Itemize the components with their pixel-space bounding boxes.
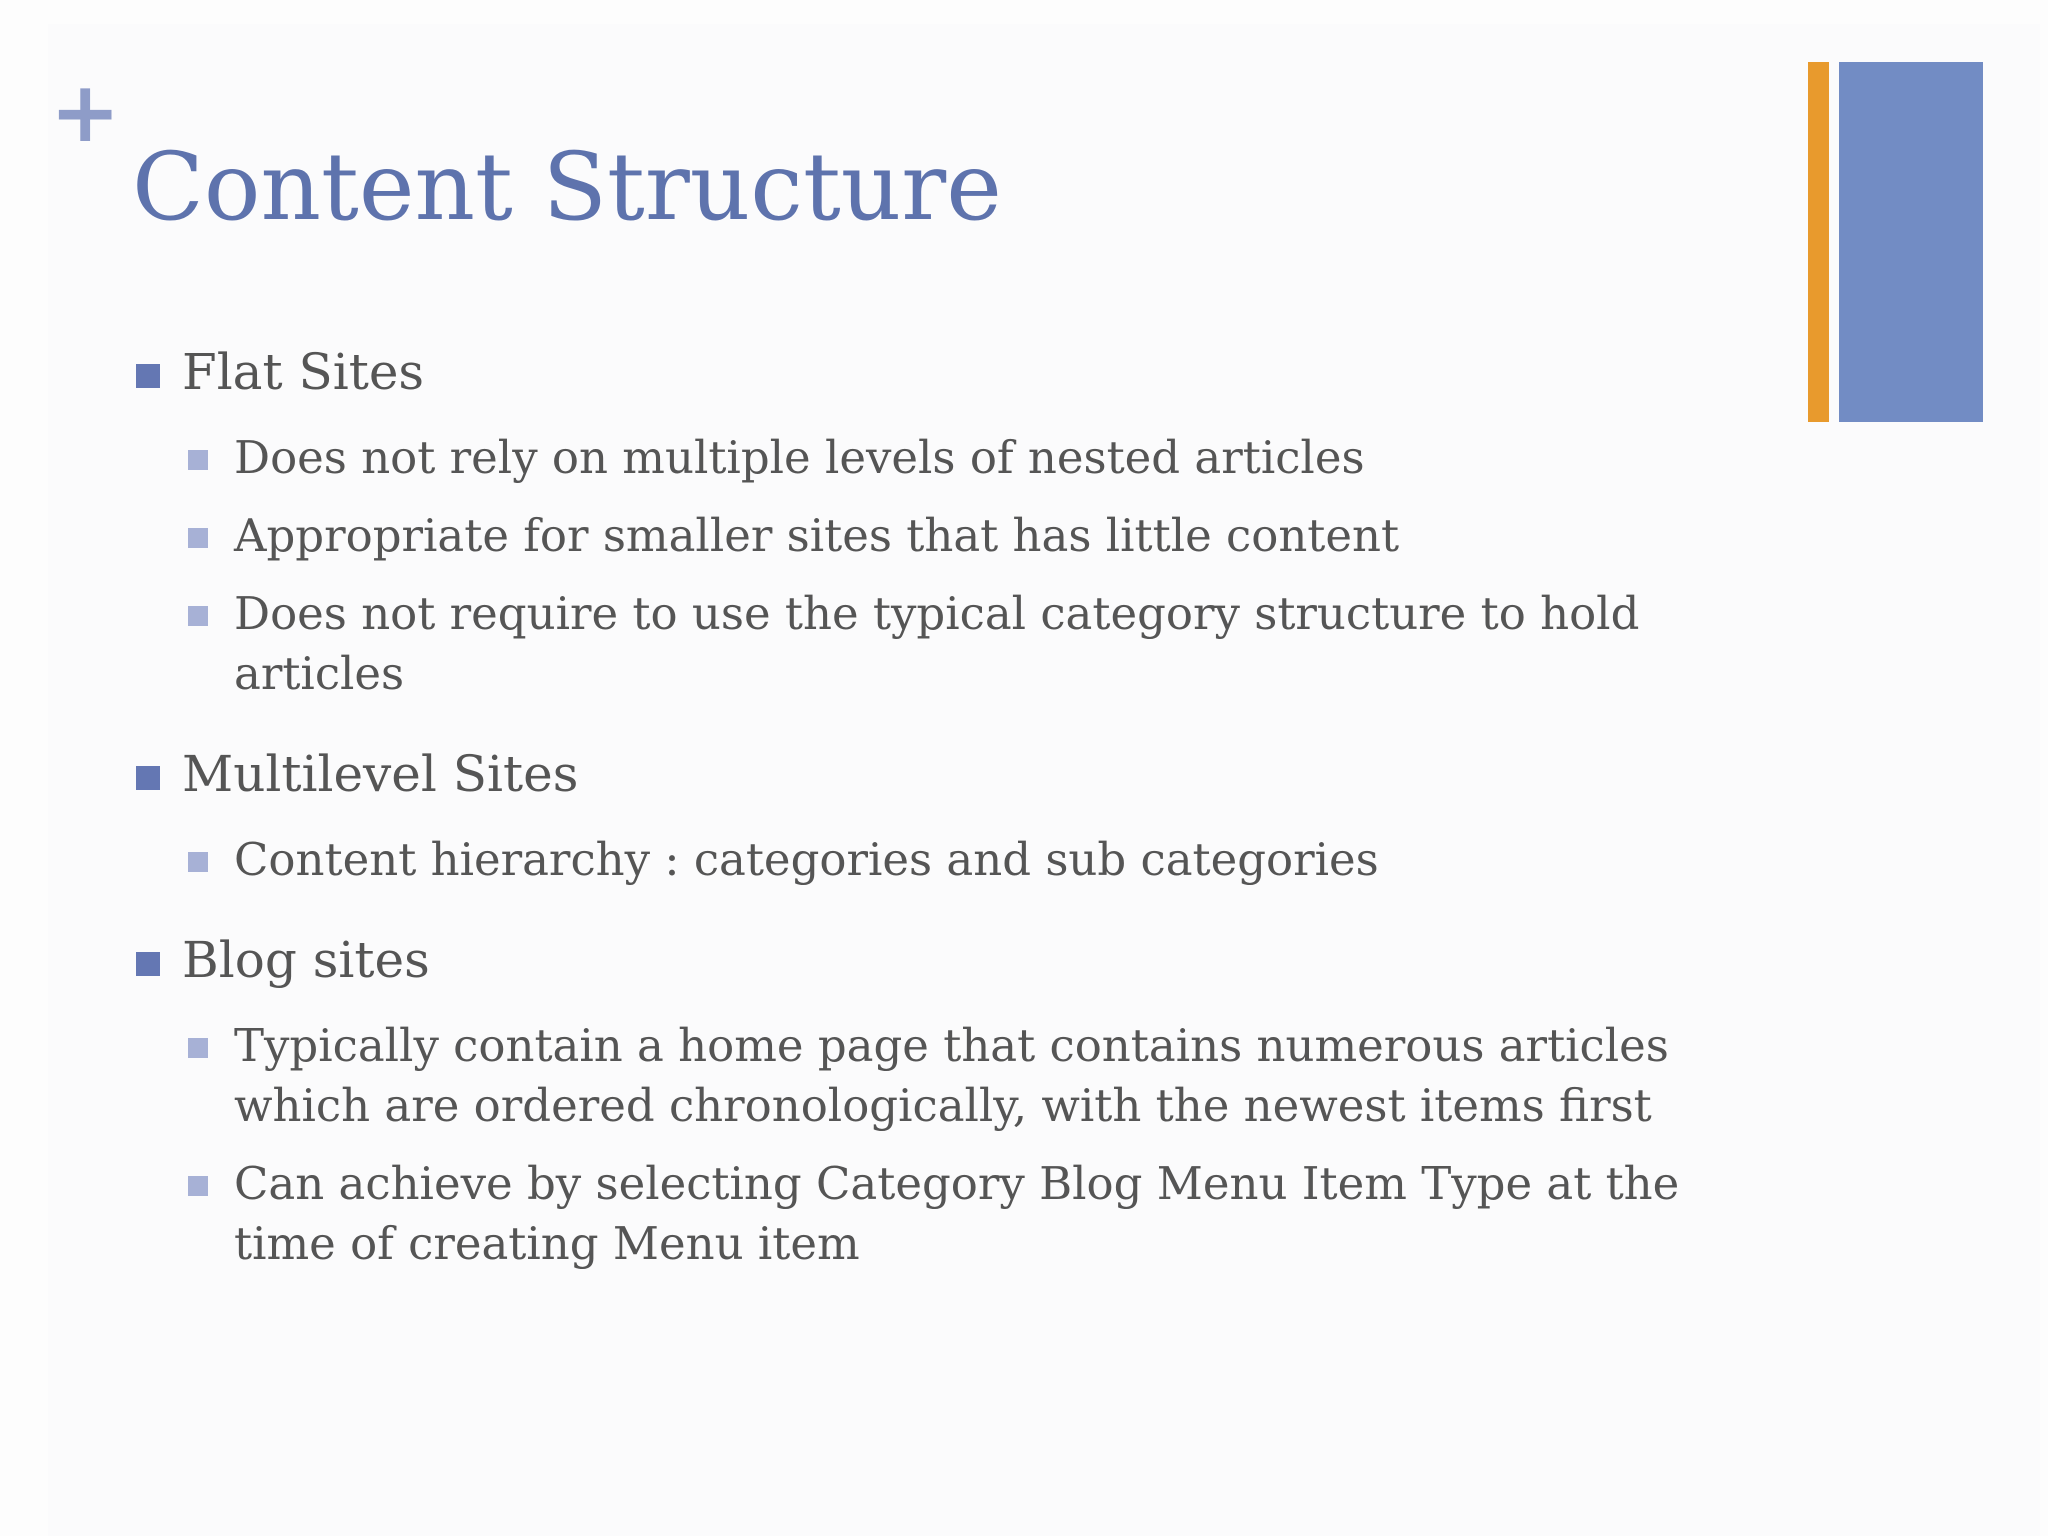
section-heading: Multilevel Sites — [182, 745, 579, 803]
level1-bullet-item — [134, 922, 1774, 998]
level1-bullet-item — [134, 736, 1774, 812]
small-square-bullet-icon — [188, 1038, 208, 1058]
slide-content — [134, 334, 1774, 1374]
section-multilevel-sites — [134, 736, 1774, 890]
section-heading: Blog sites — [182, 931, 430, 989]
bullet-text: Can achieve by selecting Category Blog Menu Item Type at the time of creating Menu item — [234, 1157, 1680, 1270]
small-square-bullet-icon — [188, 606, 208, 626]
level2-bullet-item — [186, 830, 1774, 890]
level2-bullet-item — [186, 584, 1774, 704]
small-square-bullet-icon — [188, 528, 208, 548]
level2-bullet-item — [186, 1154, 1774, 1274]
small-square-bullet-icon — [188, 1176, 208, 1196]
bullet-text: Does not rely on multiple levels of nested articles — [234, 431, 1365, 484]
level2-bullet-item — [186, 506, 1774, 566]
section-heading: Flat Sites — [182, 343, 425, 401]
plus-icon: + — [50, 63, 121, 161]
level1-bullet-item — [134, 334, 1774, 410]
bullet-text: Typically contain a home page that contains numerous articles which are ordered chronologically, with the newest items first — [234, 1019, 1669, 1132]
bullet-text: Appropriate for smaller sites that has little content — [234, 509, 1400, 562]
slide-title: Content Structure — [132, 133, 1002, 242]
square-bullet-icon — [136, 766, 160, 790]
level2-bullet-item — [186, 428, 1774, 488]
section-blog-sites — [134, 922, 1774, 1274]
blue-accent-block — [1839, 62, 1983, 422]
bullet-text: Content hierarchy : categories and sub categories — [234, 833, 1379, 886]
small-square-bullet-icon — [188, 450, 208, 470]
square-bullet-icon — [136, 364, 160, 388]
small-square-bullet-icon — [188, 852, 208, 872]
level2-bullet-item — [186, 1016, 1774, 1136]
square-bullet-icon — [136, 952, 160, 976]
orange-accent-bar — [1808, 62, 1829, 422]
bullet-text: Does not require to use the typical category structure to hold articles — [234, 587, 1640, 700]
section-flat-sites — [134, 334, 1774, 704]
